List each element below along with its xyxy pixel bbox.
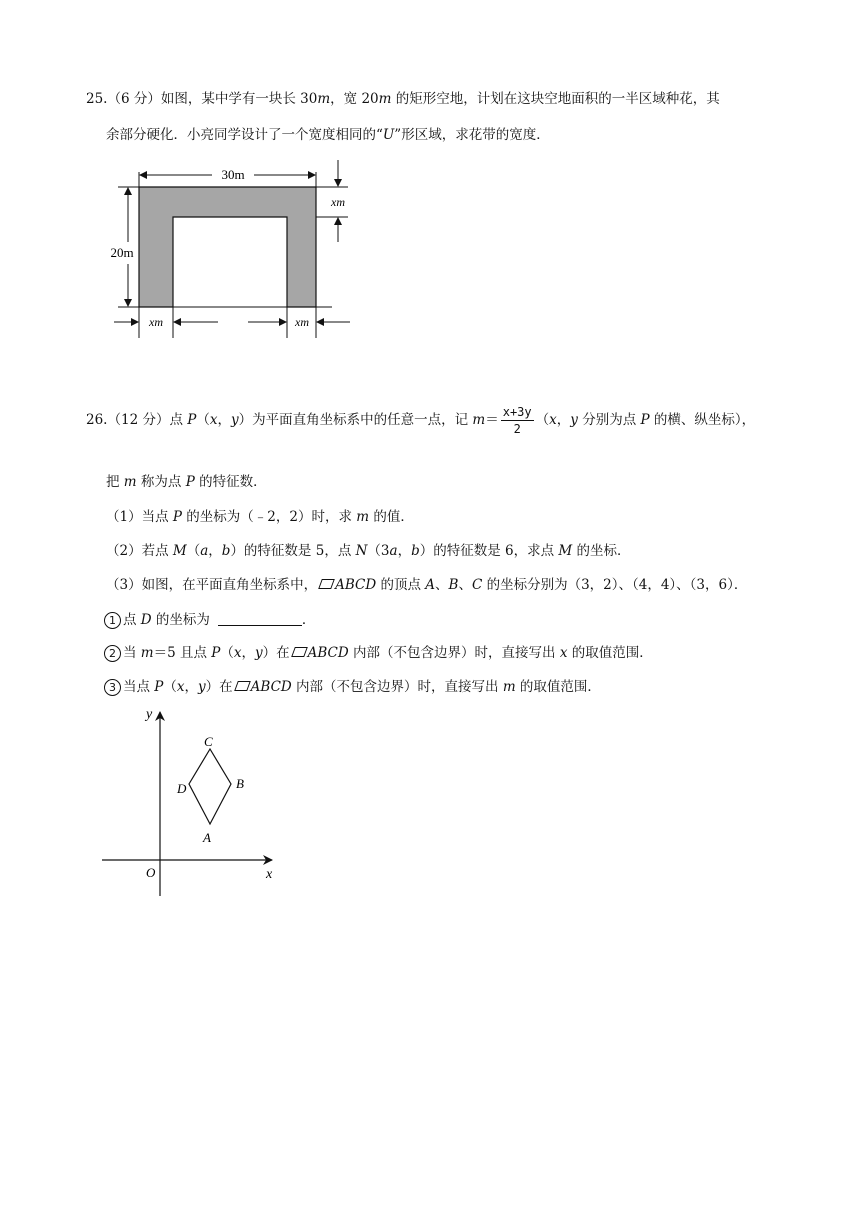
q26-sub-2: 2 当 m＝5 且点 P（x，y）在 ABCD 内部（不包含边界）时，直接写出 x 的取值范围．: [104, 643, 653, 663]
q26-line-2: 把 m 称为点 P 的特征数．: [106, 474, 267, 490]
q26-line-1: 26.（12 分）点 P（x，y）为平面直角坐标系中的任意一点，记 m＝ $\frac{x+3y}{2}$ （x，y 分别为点 P 的横、纵坐标），: [86, 405, 756, 436]
q26-sub-1: 1 点 D 的坐标为 ．: [104, 610, 315, 630]
characteristic-fraction: $\frac{x+3y}{2}$: [502, 405, 532, 436]
vertex-b-label: B: [236, 776, 244, 791]
vertex-a-label: A: [203, 830, 211, 845]
u-flower-bed: [139, 187, 316, 307]
vertex-c-label: C: [204, 734, 213, 749]
circled-number-3: 3: [104, 679, 121, 696]
width-label: 20m: [110, 245, 134, 260]
q26-part-3: （3）如图，在平面直角坐标系中， ABCD 的顶点 A、B、C 的坐标分别为（3，2）、（4，4）、（3，6）．: [106, 577, 748, 593]
q25-line-2: 余部分硬化．小亮同学设计了一个宽度相同的“U”形区域，求花带的宽度．: [106, 127, 550, 143]
parallelogram-abcd: [189, 749, 231, 824]
band-label-bottom-left: xm: [149, 315, 163, 329]
parallelogram-symbol: [291, 647, 308, 657]
origin-label: O: [146, 865, 156, 880]
q26-sub-3: 3 当点 P（x，y）在 ABCD 内部（不包含边界）时，直接写出 m 的取值范围．: [104, 677, 601, 697]
length-label: 30m: [221, 167, 245, 182]
y-axis-label: y: [146, 707, 153, 722]
circled-number-2: 2: [104, 645, 121, 662]
q26-part-1: （1）当点 P 的坐标为（﹣2，2）时，求 m 的值．: [106, 509, 414, 525]
u-shape-figure: [100, 158, 360, 348]
q26-number: 26.: [86, 412, 108, 428]
q26-score: （12 分）: [107, 412, 170, 428]
vertex-d-label: D: [177, 781, 187, 796]
circled-number-1: 1: [104, 612, 121, 629]
band-label-right: xm: [331, 195, 345, 209]
q25-line-1: 25.（6 分）如图，某中学有一块长 30m，宽 20m 的矩形空地，计划在这块空地面积的一半区域种花，其: [86, 91, 720, 107]
parallelogram-symbol: [234, 681, 251, 691]
q25-score: （6 分）: [107, 91, 161, 107]
x-axis-label: x: [266, 867, 273, 882]
q25-number: 25.: [86, 91, 108, 107]
answer-blank[interactable]: [218, 611, 302, 626]
q26-part-2: （2）若点 M（a，b）的特征数是 5，点 N（3a，b）的特征数是 6，求点 M 的坐标．: [106, 543, 631, 559]
coordinate-graph: [96, 702, 286, 902]
band-label-bottom-right: xm: [295, 315, 309, 329]
parallelogram-symbol: [318, 579, 335, 589]
